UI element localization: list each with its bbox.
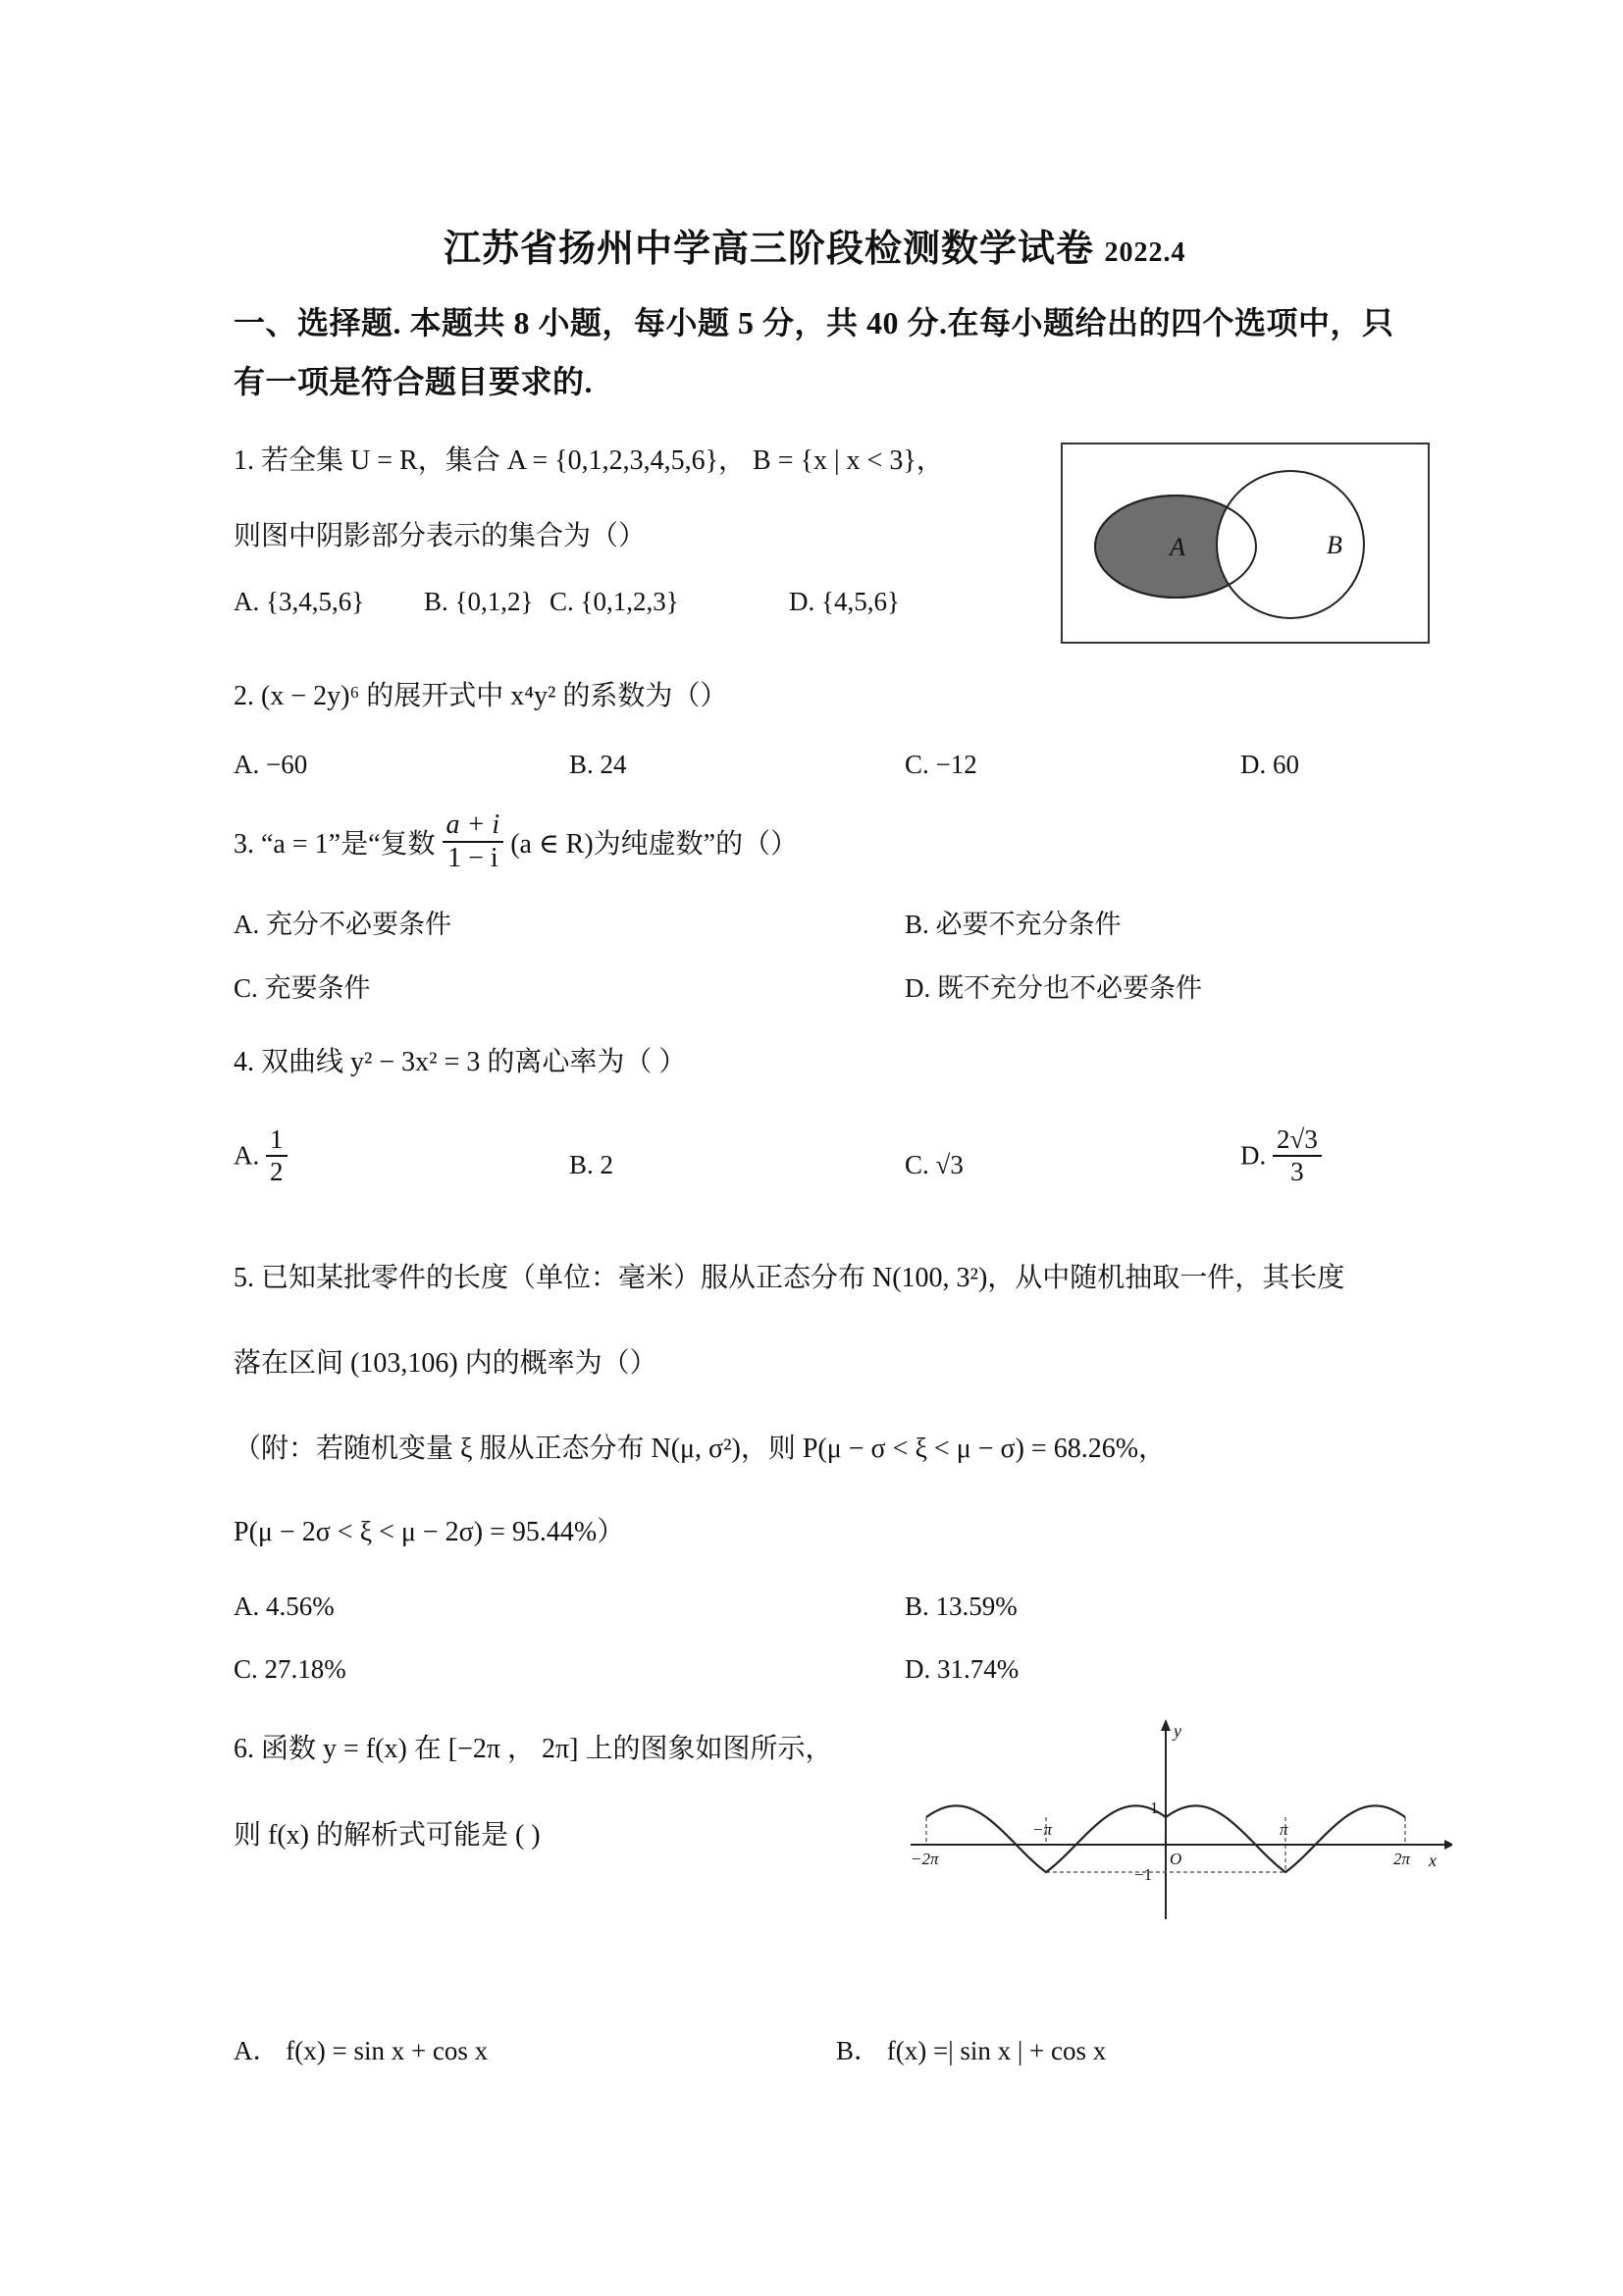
graph-label-x: x — [1429, 1851, 1437, 1870]
q4-option-c: C. √3 — [905, 1150, 964, 1179]
q1-line-2: 则图中阴影部分表示的集合为（） — [234, 521, 647, 551]
q2-stem: 2. (x − 2y)⁶ 的展开式中 x⁴y² 的系数为（） — [234, 681, 728, 711]
q3-option-a: A. 充分不必要条件 — [234, 910, 451, 939]
q3-stem — [234, 809, 798, 874]
q5-line-2: 落在区间 (103,106) 内的概率为（） — [234, 1348, 657, 1379]
graph-tick-pi: π — [1280, 1820, 1288, 1839]
graph-label-y: y — [1174, 1721, 1181, 1741]
q1-option-a: A. {3,4,5,6} — [234, 587, 365, 616]
q5-option-c: C. 27.18% — [234, 1654, 346, 1684]
function-graph — [903, 1717, 1452, 1933]
q1-option-d: D. {4,5,6} — [789, 587, 900, 616]
graph-tick-neg-two-pi: −2π — [911, 1850, 939, 1868]
q4-option-d-label: D. — [1240, 1140, 1267, 1171]
q5-line-4: P(μ − 2σ < ξ < μ − 2σ) = 95.44%） — [234, 1517, 625, 1547]
q2-option-d: D. 60 — [1240, 750, 1299, 779]
q5-option-a: A. 4.56% — [234, 1592, 335, 1621]
q1-option-c: C. {0,1,2,3} — [550, 587, 679, 616]
q3-fraction-den: 1 − i — [447, 843, 498, 873]
q4-option-d-den: 3 — [1290, 1157, 1304, 1186]
section-line-1: 一、选择题. 本题共 8 小题，每小题 5 分，共 40 分.在每小题给出的四个选项中，只 — [234, 305, 1394, 340]
graph-tick-neg-pi: −π — [1032, 1820, 1052, 1839]
title-date: 2022.4 — [1104, 237, 1186, 268]
q3-option-b: B. 必要不充分条件 — [905, 910, 1122, 939]
q3-stem-post: (a ∈ R)为纯虚数”的（） — [510, 829, 799, 860]
q4-option-a-label: A. — [234, 1140, 260, 1171]
q5-line-1: 5. 已知某批零件的长度（单位：毫米）服从正态分布 N(100, 3²)，从中随机抽取一件，其长度 — [234, 1263, 1345, 1293]
q4-option-a-fraction — [266, 1124, 288, 1187]
q4-option-a — [234, 1124, 288, 1187]
q4-option-a-num: 1 — [266, 1124, 288, 1157]
q6-option-a: A． f(x) = sin x + cos x — [234, 2036, 489, 2065]
q1-option-b: B. {0,1,2} — [424, 587, 534, 616]
q6-option-b: B． f(x) =| sin x | + cos x — [836, 2036, 1107, 2065]
q3-fraction — [443, 809, 504, 874]
q2-option-a: A. −60 — [234, 750, 308, 779]
q4-option-d-num: 2√3 — [1273, 1124, 1322, 1157]
q4-option-b: B. 2 — [569, 1150, 614, 1179]
q3-option-c: C. 充要条件 — [234, 973, 371, 1003]
graph-y-arrow — [1161, 1719, 1171, 1731]
q3-fraction-num: a + i — [443, 809, 504, 843]
venn-label-a: A — [1170, 533, 1185, 561]
section-line-2: 有一项是符合题目要求的. — [234, 364, 594, 399]
graph-label-one: 1 — [1150, 1799, 1159, 1817]
q4-option-d — [1240, 1124, 1322, 1187]
q2-option-c: C. −12 — [905, 750, 977, 779]
q6-line-1: 6. 函数 y = f(x) 在 [−2π ， 2π] 上的图象如图所示， — [234, 1734, 833, 1764]
q2-option-b: B. 24 — [569, 750, 627, 779]
page-title — [444, 218, 1186, 272]
q4-option-d-fraction — [1273, 1124, 1322, 1187]
q1-line-1: 1. 若全集 U = R，集合 A = {0,1,2,3,4,5,6}， B = {x | x < 3}， — [234, 445, 944, 476]
graph-label-origin: O — [1170, 1850, 1182, 1868]
q3-option-d: D. 既不充分也不必要条件 — [905, 973, 1202, 1003]
q3-stem-pre: 3. “a = 1”是“复数 — [234, 829, 436, 860]
q6-line-2: 则 f(x) 的解析式可能是 ( ) — [234, 1820, 541, 1851]
graph-tick-two-pi: 2π — [1393, 1850, 1411, 1868]
q5-option-d: D. 31.74% — [905, 1654, 1020, 1684]
venn-label-b: B — [1327, 531, 1342, 559]
graph-x-arrow — [1444, 1840, 1452, 1850]
q4-option-a-den: 2 — [270, 1157, 284, 1186]
q5-line-3: （附：若随机变量 ξ 服从正态分布 N(μ, σ²)，则 P(μ − σ < ξ < μ − σ) = 68.26%， — [234, 1434, 1167, 1464]
q5-option-b: B. 13.59% — [905, 1592, 1018, 1621]
q4-stem: 4. 双曲线 y² − 3x² = 3 的离心率为（ ） — [234, 1047, 687, 1077]
venn-diagram — [1060, 442, 1433, 648]
title-main: 江苏省扬州中学高三阶段检测数学试卷 — [444, 229, 1095, 270]
graph-label-neg-one: −1 — [1134, 1865, 1153, 1884]
